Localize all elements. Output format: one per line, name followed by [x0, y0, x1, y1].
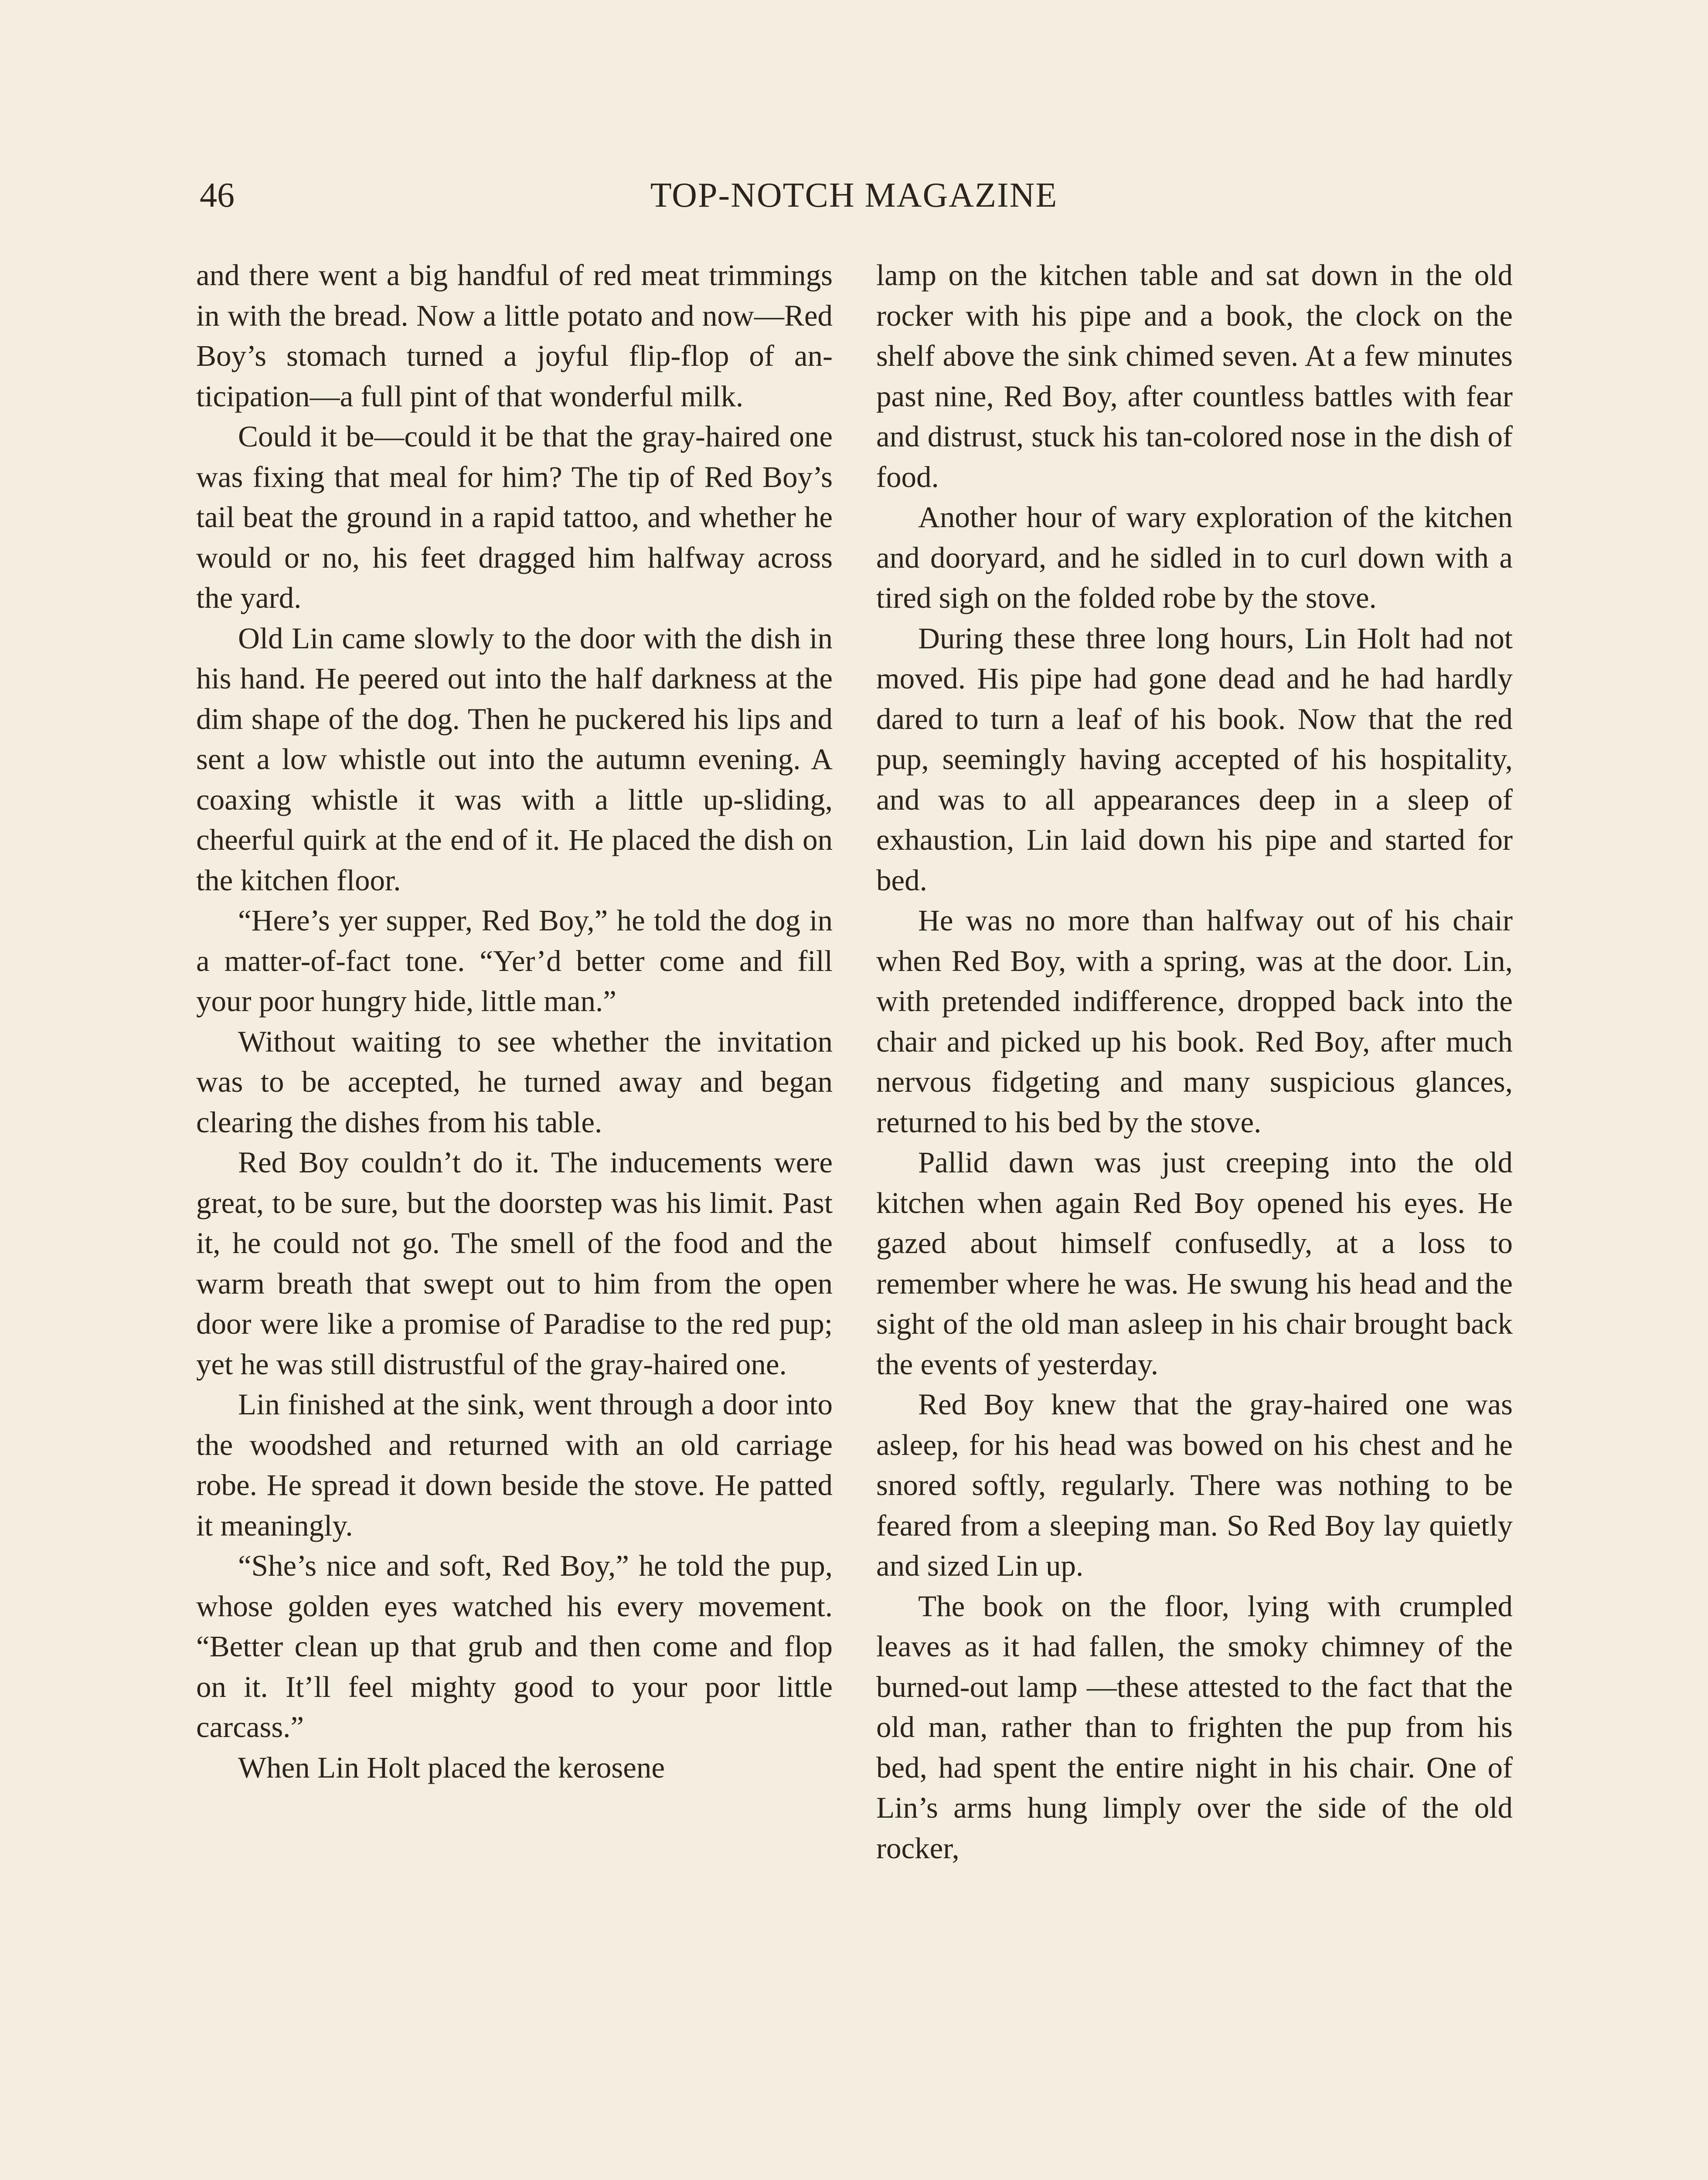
page-number: 46	[200, 176, 235, 215]
running-head: TOP-NOTCH MAGAZINE	[650, 176, 1058, 215]
paragraph: lamp on the kitchen table and sat down in the old rocker with his pipe and a book, the clock on the shelf above the sink chimed seven. At a few minutes past nine, Red Boy, after countless battles with fear and distrust, stuck his tan-colored nose in the dish of food.	[876, 259, 1513, 494]
paragraph: He was no more than halfway out of his chair when Red Boy, with a spring, was at the door. Lin, with pretended indifference, dropped back into the chair and picked up his book. Red Boy, after much nervous fidgeting and many suspicious glances, returned to his bed by the stove.	[876, 904, 1513, 1139]
left-column	[196, 255, 833, 1788]
right-column	[876, 255, 1513, 1868]
paragraph: During these three long hours, Lin Holt had not moved. His pipe had gone dead and he had hardly dared to turn a leaf of his book. Now that the red pup, seemingly having accepted of his hospitality, and was to all appearances deep in a sleep of exhaustion, Lin laid down his pipe and started for bed.	[876, 621, 1513, 897]
paragraph: and there went a big handful of red meat trimmings in with the bread. Now a little potato and now—Red Boy’s stomach turned a joyful flip-flop of anticipation—a full pint of that wonderful milk.	[196, 259, 833, 413]
paragraph: Old Lin came slowly to the door with the dish in his hand. He peered out into the half darkness at the dim shape of the dog. Then he puckered his lips and sent a low whistle out into the autumn evening. A coaxing whistle it was with a little up-sliding, cheerful quirk at the end of it. He placed the dish on the kitchen floor.	[196, 621, 833, 897]
paragraph: The book on the floor, lying with crumpled leaves as it had fallen, the smoky chimney of the burned-out lamp —these attested to the fact that the old man, rather than to frighten the pup from his bed, had spent the entire night in his chair. One of Lin’s arms hung limply over the side of the old rocker,	[876, 1589, 1513, 1865]
paragraph: “She’s nice and soft, Red Boy,” he told the pup, whose golden eyes watched his every movement. “Better clean up that grub and then come and flop on it. It’ll feel mighty good to your poor little carcass.”	[196, 1549, 833, 1744]
paragraph: When Lin Holt placed the kerosene	[238, 1751, 665, 1784]
paragraph: Another hour of wary exploration of the kitchen and dooryard, and he sidled in to curl down with a tired sigh on the folded robe by the stove.	[876, 501, 1513, 614]
paragraph: “Here’s yer supper, Red Boy,” he told the dog in a matter-of-fact tone. “Yer’d better come and fill your poor hungry hide, little man.”	[196, 904, 833, 1018]
paragraph: Could it be—could it be that the gray-haired one was fixing that meal for him? The tip of Red Boy’s tail beat the ground in a rapid tattoo, and whether he would or no, his feet dragged him halfway across the yard.	[196, 420, 833, 614]
paragraph: Pallid dawn was just creeping into the old kitchen when again Red Boy opened his eyes. He gazed about himself confusedly, at a loss to remember where he was. He swung his head and the sight of the old man asleep in his chair brought back the events of yesterday.	[876, 1146, 1513, 1381]
paragraph: Lin finished at the sink, went through a door into the woodshed and returned with an old carriage robe. He spread it down beside the stove. He patted it meaningly.	[196, 1388, 833, 1542]
paragraph: Red Boy knew that the gray-haired one was asleep, for his head was bowed on his chest and he snored softly, regularly. There was nothing to be feared from a sleeping man. So Red Boy lay quietly and sized Lin up.	[876, 1388, 1513, 1582]
paragraph: Without waiting to see whether the invitation was to be accepted, he turned away and began clearing the dishes from his table.	[196, 1025, 833, 1139]
paragraph: Red Boy couldn’t do it. The inducements were great, to be sure, but the doorstep was his limit. Past it, he could not go. The smell of the food and the warm breath that swept out to him from the open door were like a promise of Paradise to the red pup; yet he was still distrustful of the gray-haired one.	[196, 1146, 833, 1381]
